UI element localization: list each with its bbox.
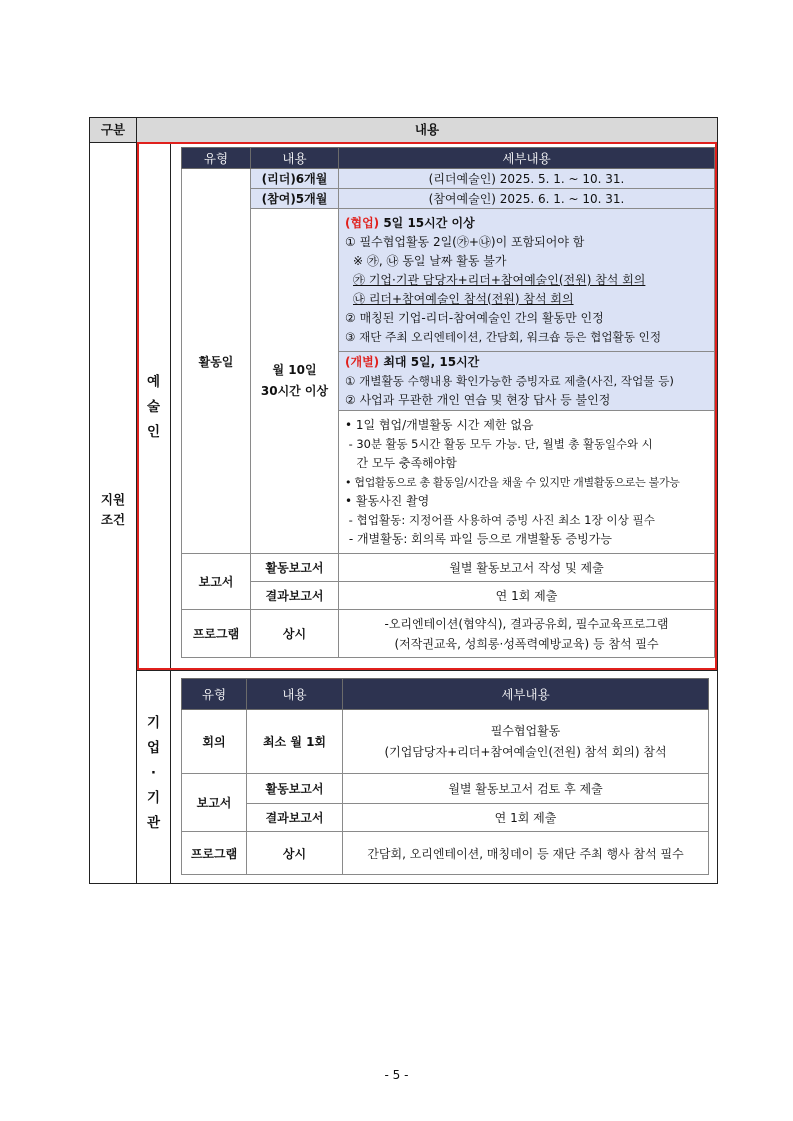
- period-partic-value: (참여예술인) 2025. 6. 1. ~ 10. 31.: [339, 189, 715, 209]
- note-line: • 1일 협업/개별활동 시간 제한 없음: [345, 417, 534, 432]
- artist-col-detail: 세부내용: [339, 148, 715, 169]
- program-type: 프로그램: [182, 610, 251, 658]
- company-report-type: 보고서: [182, 774, 247, 832]
- divider: [137, 670, 717, 671]
- company-col-content: 내용: [247, 679, 343, 710]
- artist-col-type: 유형: [182, 148, 251, 169]
- header-gubun: 구분: [100, 122, 126, 137]
- company-conditions-table: [181, 678, 709, 875]
- company-label: 기 업 · 기 관: [146, 715, 161, 831]
- outer-header-row: [90, 118, 717, 143]
- header-naeyong: 내용: [414, 122, 440, 137]
- period-partic-label: (참여)5개월: [251, 189, 339, 209]
- coop-line: ① 필수협업활동 2일(㉮+㉯)이 포함되어야 함: [345, 234, 585, 249]
- note-line: - 30분 활동 5시간 활동 모두 가능. 단, 월별 총 활동일수와 시: [345, 436, 653, 451]
- note-line: - 개별활동: 회의록 파일 등으로 개별활동 증빙가능: [345, 531, 612, 546]
- company-report-result-value: 연 1회 제출: [343, 804, 709, 832]
- coop-line: ② 매칭된 기업-리더-참여예술인 간의 활동만 인정: [345, 310, 604, 325]
- company-report-result-label: 결과보고서: [247, 804, 343, 832]
- note-line: 간 모두 충족해야함: [345, 455, 457, 470]
- coop-line: ㉯ 리더+참여예술인 참석(전원) 참석 회의: [353, 291, 574, 306]
- report-activity-value: 월별 활동보고서 작성 및 제출: [339, 554, 715, 582]
- company-program-detail: 간담회, 오리엔테이션, 매칭데이 등 재단 주최 행사 참석 필수: [343, 832, 709, 875]
- coop-line: ③ 재단 주최 오리엔테이션, 간담회, 워크숍 등은 협업활동 인정: [345, 329, 662, 344]
- report-type: 보고서: [182, 554, 251, 610]
- coop-title: (협업) 5일 15시간 이상: [345, 215, 475, 230]
- meeting-type: 회의: [182, 710, 247, 774]
- activity-content: 월 10일 30시간 이상: [251, 209, 339, 554]
- company-report-activity-value: 월별 활동보고서 검토 후 제출: [343, 774, 709, 804]
- coop-line: ㉮ 기업·기관 담당자+리더+참여예술인(전원) 참석 회의: [353, 272, 646, 287]
- side-label-support: 지원 조건: [100, 492, 126, 527]
- meeting-content: 최소 월 1회: [247, 710, 343, 774]
- report-result-value: 연 1회 제출: [339, 582, 715, 610]
- report-activity-label: 활동보고서: [251, 554, 339, 582]
- note-line: • 활동사진 촬영: [345, 493, 430, 508]
- company-col-detail: 세부내용: [343, 679, 709, 710]
- indiv-line: ② 사업과 무관한 개인 연습 및 현장 답사 등 불인정: [345, 392, 611, 407]
- note-section: [339, 411, 715, 554]
- artist-label: 예 술 인: [146, 374, 161, 440]
- page-number: - 5 -: [384, 1068, 409, 1082]
- indiv-title: (개별) 최대 5일, 15시간: [345, 354, 480, 369]
- program-content: 상시: [251, 610, 339, 658]
- company-col-type: 유형: [182, 679, 247, 710]
- company-program-type: 프로그램: [182, 832, 247, 875]
- indiv-section: [339, 352, 715, 411]
- artist-conditions-table: [181, 147, 715, 658]
- indiv-line: ① 개별활동 수행내용 확인가능한 증빙자료 제출(사진, 작업물 등): [345, 373, 674, 388]
- meeting-detail: 필수협업활동 (기업담당자+리더+참여예술인(전원) 참석 회의) 참석: [343, 710, 709, 774]
- activity-type: 활동일: [182, 169, 251, 554]
- artist-col-content: 내용: [251, 148, 339, 169]
- company-report-activity-label: 활동보고서: [247, 774, 343, 804]
- program-detail: -오리엔테이션(협약식), 결과공유회, 필수교육프로그램 (저작권교육, 성희롱·성폭력예방교육) 등 참석 필수: [339, 610, 715, 658]
- report-result-label: 결과보고서: [251, 582, 339, 610]
- note-line: • 협업활동으로 총 활동일/시간을 채울 수 있지만 개별활동으로는 불가능: [345, 475, 680, 489]
- period-leader-label: (리더)6개월: [251, 169, 339, 189]
- note-line: - 협업활동: 지정어플 사용하여 증빙 사진 최소 1장 이상 필수: [345, 512, 655, 527]
- coop-section: [339, 209, 715, 352]
- company-program-content: 상시: [247, 832, 343, 875]
- coop-line: ※ ㉮, ㉯ 동일 날짜 활동 불가: [353, 253, 507, 268]
- period-leader-value: (리더예술인) 2025. 5. 1. ~ 10. 31.: [339, 169, 715, 189]
